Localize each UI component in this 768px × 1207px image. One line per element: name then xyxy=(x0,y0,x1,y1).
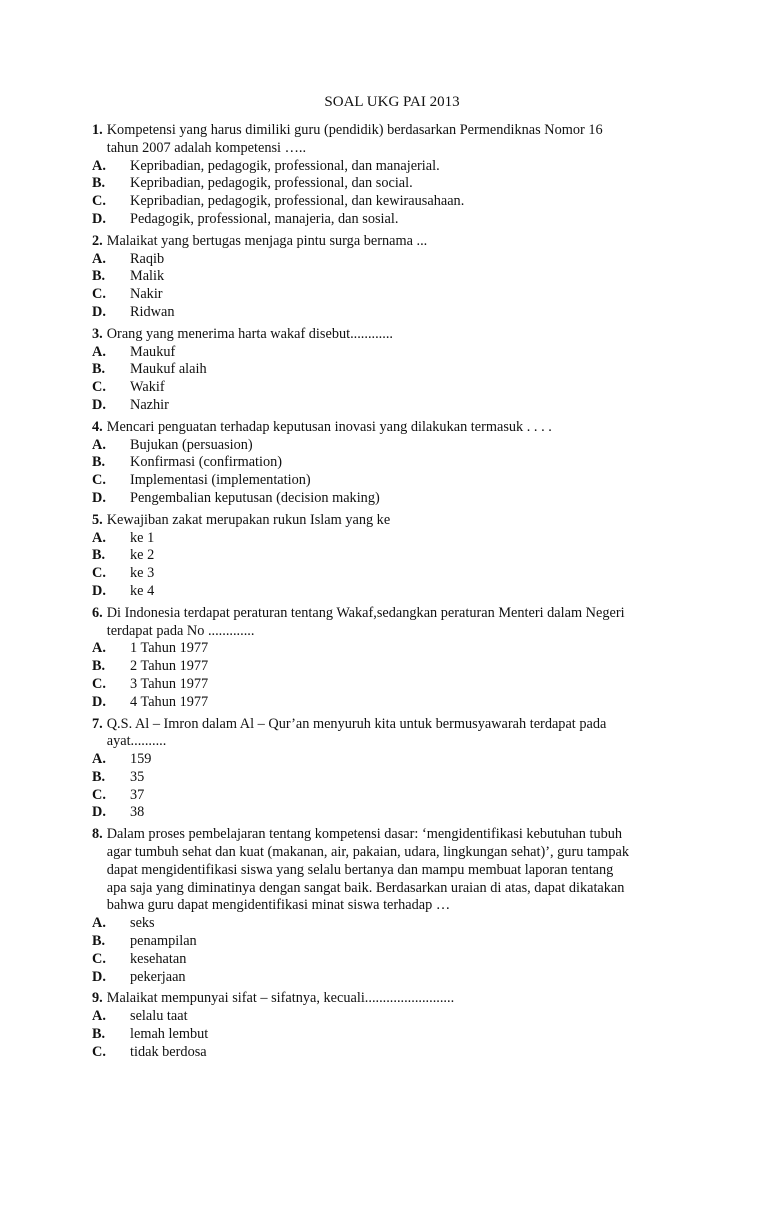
answer-option xyxy=(92,694,692,712)
question-list xyxy=(92,122,692,1062)
question-number: 7. xyxy=(92,715,103,732)
option-letter: B. xyxy=(92,768,106,785)
question-body xyxy=(107,122,692,158)
question-3 xyxy=(92,326,692,415)
option-text: Maukuf xyxy=(130,343,176,360)
answer-option xyxy=(92,1026,692,1044)
option-text: Kepribadian, pedagogik, professional, dan social. xyxy=(130,175,413,192)
option-letter: B. xyxy=(92,933,106,950)
question-8 xyxy=(92,826,692,986)
question-number: 4. xyxy=(92,418,103,435)
question-body xyxy=(107,716,692,752)
question-line: Mencari penguatan terhadap keputusan inovasi yang dilakukan termasuk . . . . xyxy=(106,418,552,435)
question-body xyxy=(107,326,692,344)
option-text: ke 4 xyxy=(130,582,155,599)
question-7 xyxy=(92,716,692,823)
question-number: 1. xyxy=(92,122,103,138)
answer-option xyxy=(92,490,692,508)
option-letter: C. xyxy=(92,950,106,967)
option-text: 1 Tahun 1977 xyxy=(130,640,209,657)
option-letter: A. xyxy=(92,915,106,932)
question-number: 8. xyxy=(92,826,103,843)
answer-option xyxy=(92,804,692,822)
question-6 xyxy=(92,605,692,712)
option-text: 35 xyxy=(130,768,145,785)
option-text: ke 1 xyxy=(130,529,155,546)
option-letter: C. xyxy=(92,1043,106,1060)
option-letter: D. xyxy=(92,804,106,821)
question-body xyxy=(107,233,692,251)
question-number: 6. xyxy=(92,604,103,621)
answer-option xyxy=(92,640,692,658)
option-letter: D. xyxy=(92,693,106,710)
question-text xyxy=(92,605,692,641)
question-line: bahwa guru dapat mengidentifikasi minat siswa terhadap … xyxy=(106,897,451,914)
option-letter: D. xyxy=(92,303,106,320)
option-text: 38 xyxy=(130,804,145,821)
option-text: penampilan xyxy=(130,933,197,950)
question-body xyxy=(107,990,692,1008)
answer-option xyxy=(92,751,692,769)
answer-option xyxy=(92,304,692,322)
option-text: 3 Tahun 1977 xyxy=(130,675,209,692)
answer-option xyxy=(92,268,692,286)
question-number: 3. xyxy=(92,325,103,342)
question-line: terdapat pada No ............. xyxy=(106,622,255,639)
option-letter: D. xyxy=(92,396,106,413)
option-letter: B. xyxy=(92,268,106,285)
option-letter: D. xyxy=(92,968,106,985)
question-body xyxy=(107,605,692,641)
option-text: Ridwan xyxy=(130,303,175,320)
answer-option xyxy=(92,933,692,951)
question-body xyxy=(107,826,692,915)
answer-option xyxy=(92,787,692,805)
answer-option xyxy=(92,361,692,379)
answer-option xyxy=(92,565,692,583)
option-letter: A. xyxy=(92,157,106,174)
answer-option xyxy=(92,530,692,548)
option-letter: B. xyxy=(92,454,106,471)
option-letter: A. xyxy=(92,250,106,267)
question-text xyxy=(92,990,692,1008)
option-letter: A. xyxy=(92,1008,106,1025)
option-text: 4 Tahun 1977 xyxy=(130,693,209,710)
question-line: Kewajiban zakat merupakan rukun Islam yang ke xyxy=(106,511,391,528)
option-letter: D. xyxy=(92,582,106,599)
option-text: ke 2 xyxy=(130,547,155,564)
answer-option xyxy=(92,472,692,490)
answer-option xyxy=(92,547,692,565)
answer-option xyxy=(92,286,692,304)
option-text: Kepribadian, pedagogik, professional, dan manajerial. xyxy=(130,157,440,174)
question-text xyxy=(92,326,692,344)
answer-option xyxy=(92,397,692,415)
option-text: 2 Tahun 1977 xyxy=(130,658,209,675)
document-page xyxy=(92,92,692,1066)
question-number: 2. xyxy=(92,232,103,249)
option-letter: A. xyxy=(92,640,106,657)
option-text: Kepribadian, pedagogik, professional, dan kewirausahaan. xyxy=(130,193,465,210)
option-text: Nazhir xyxy=(130,396,169,413)
answer-option xyxy=(92,251,692,269)
option-text: tidak berdosa xyxy=(130,1043,207,1060)
answer-option xyxy=(92,1008,692,1026)
option-text: lemah lembut xyxy=(130,1026,209,1043)
option-letter: B. xyxy=(92,658,106,675)
answer-option xyxy=(92,211,692,229)
answer-option xyxy=(92,583,692,601)
answer-option xyxy=(92,951,692,969)
question-text xyxy=(92,716,692,752)
question-9 xyxy=(92,990,692,1061)
question-text xyxy=(92,233,692,251)
option-text: seks xyxy=(130,915,155,932)
answer-option xyxy=(92,193,692,211)
option-letter: C. xyxy=(92,786,106,803)
option-letter: C. xyxy=(92,472,106,489)
option-letter: A. xyxy=(92,343,106,360)
answer-option xyxy=(92,915,692,933)
question-5 xyxy=(92,512,692,601)
option-text: kesehatan xyxy=(130,950,187,967)
option-letter: B. xyxy=(92,175,106,192)
option-letter: B. xyxy=(92,1026,106,1043)
option-text: Malik xyxy=(130,268,165,285)
question-body xyxy=(107,512,692,530)
option-letter: C. xyxy=(92,193,106,210)
question-text xyxy=(92,122,692,158)
question-line: Dalam proses pembelajaran tentang kompetensi dasar: ‘mengidentifikasi kebutuhan tubuh xyxy=(106,826,623,843)
answer-option xyxy=(92,437,692,455)
option-text: Raqib xyxy=(130,250,165,267)
option-text: 37 xyxy=(130,786,145,803)
question-4 xyxy=(92,419,692,508)
option-text: Nakir xyxy=(130,286,163,303)
question-line: tahun 2007 adalah kompetensi ….. xyxy=(106,139,307,156)
question-line: dapat mengidentifikasi siswa yang selalu bertanya dan mampu membuat laporan tentang xyxy=(106,861,614,878)
option-text: 159 xyxy=(130,751,152,768)
option-text: Bujukan (persuasion) xyxy=(130,436,253,453)
option-text: Konfirmasi (confirmation) xyxy=(130,454,283,471)
option-text: Pedagogik, professional, manajeria, dan sosial. xyxy=(130,210,399,227)
option-letter: C. xyxy=(92,565,106,582)
question-body xyxy=(107,419,692,437)
option-text: ke 3 xyxy=(130,565,155,582)
option-text: Implementasi (implementation) xyxy=(130,472,311,489)
answer-option xyxy=(92,1044,692,1062)
question-line: agar tumbuh sehat dan kuat (makanan, air, pakaian, udara, lingkungan sehat)’, guru tampak xyxy=(106,844,630,861)
question-number: 5. xyxy=(92,511,103,528)
option-letter: D. xyxy=(92,489,106,506)
answer-option xyxy=(92,454,692,472)
option-letter: B. xyxy=(92,547,106,564)
question-line: Malaikat mempunyai sifat – sifatnya, kecuali......................... xyxy=(106,990,455,1007)
answer-option xyxy=(92,769,692,787)
answer-option xyxy=(92,158,692,176)
question-text xyxy=(92,419,692,437)
question-line: apa saja yang diminatinya dengan sangat baik. Berdasarkan uraian di atas, dapat dikatakan xyxy=(106,879,625,896)
question-2 xyxy=(92,233,692,322)
question-line: ayat.......... xyxy=(106,733,167,750)
option-letter: B. xyxy=(92,361,106,378)
question-line: Q.S. Al – Imron dalam Al – Qur’an menyuruh kita untuk bermusyawarah terdapat pada xyxy=(106,715,607,732)
option-letter: A. xyxy=(92,751,106,768)
question-line: Di Indonesia terdapat peraturan tentang Wakaf,sedangkan peraturan Menteri dalam Negeri xyxy=(106,604,625,621)
option-letter: A. xyxy=(92,529,106,546)
answer-option xyxy=(92,658,692,676)
option-letter: A. xyxy=(92,436,106,453)
option-text: Maukuf alaih xyxy=(130,361,207,378)
page-title: SOAL UKG PAI 2013 xyxy=(324,94,460,110)
question-line: Kompetensi yang harus dimiliki guru (pendidik) berdasarkan Permendiknas Nomor 16 xyxy=(106,122,603,138)
question-1 xyxy=(92,122,692,229)
option-text: selalu taat xyxy=(130,1008,188,1025)
question-line: Orang yang menerima harta wakaf disebut............ xyxy=(106,325,393,342)
answer-option xyxy=(92,175,692,193)
question-text xyxy=(92,826,692,915)
option-letter: C. xyxy=(92,675,106,692)
option-letter: D. xyxy=(92,210,106,227)
option-letter: C. xyxy=(92,379,106,396)
answer-option xyxy=(92,676,692,694)
option-text: pekerjaan xyxy=(130,968,186,985)
answer-option xyxy=(92,344,692,362)
option-text: Wakif xyxy=(130,379,165,396)
question-text xyxy=(92,512,692,530)
option-text: Pengembalian keputusan (decision making) xyxy=(130,489,380,506)
question-line: Malaikat yang bertugas menjaga pintu surga bernama ... xyxy=(106,232,428,249)
answer-option xyxy=(92,969,692,987)
option-letter: C. xyxy=(92,286,106,303)
answer-option xyxy=(92,379,692,397)
question-number: 9. xyxy=(92,990,103,1007)
